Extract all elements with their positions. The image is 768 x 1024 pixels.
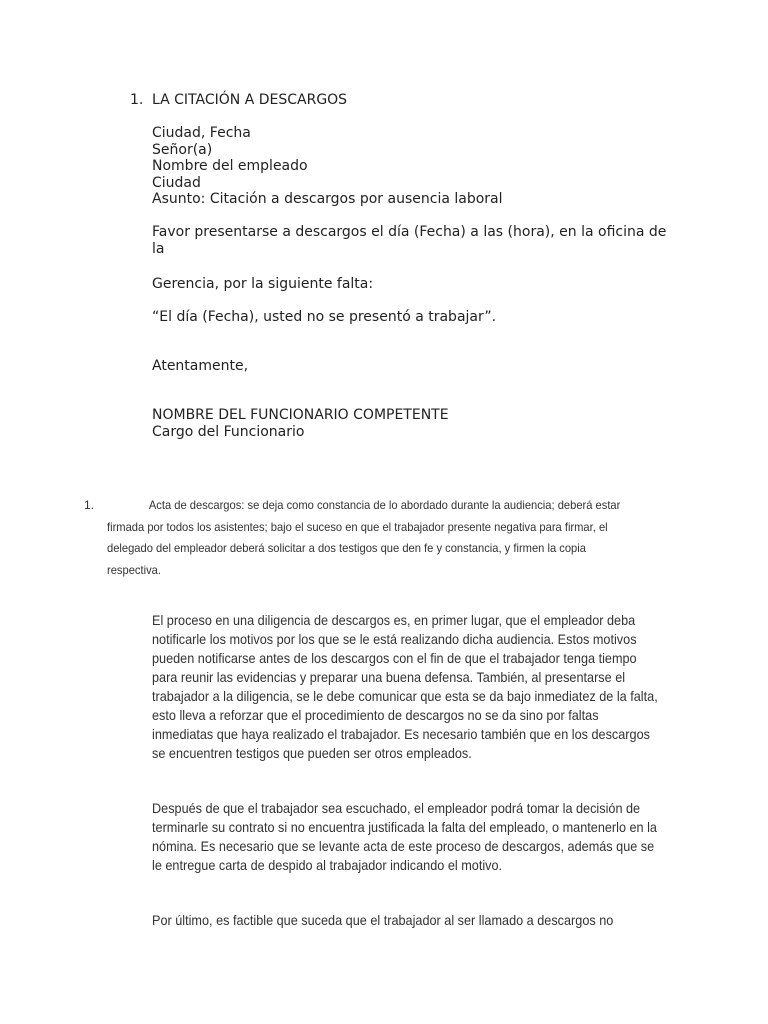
signature-name: NOMBRE DEL FUNCIONARIO COMPETENTE [152,407,449,423]
city-line: Ciudad [152,174,201,191]
body-paragraph-3: Por último, es factible que suceda que el trabajador al ser llamado a descargos no [152,912,614,928]
letter-header [152,125,503,208]
summons-paragraph: Favor presentarse a descargos el día (Fecha) a las (hora), en la oficina de la [152,224,667,257]
body-paragraph-2: Después de que el trabajador sea escuchado, el empleador podrá tomar la decisión de terminarle su contrato si no encuentra justificada la falta del empleado, o mantenerlo en la nómina. Es necesario que se levante acta de este proceso de descargos, además que se le entregue carta de despido al trabajador indicando el motivo. [152,800,657,873]
acta-paragraph: Acta de descargos: se deja como constancia de lo abordado durante la audiencia; deberá estar firmada por todos los asistentes; bajo el suceso en que el trabajador presente negativa para firmar, el delegado del empleador deberá solicitar a dos testigos que den fe y constancia, y firmen la copia respectiva. [107,498,621,577]
signature-block [152,407,449,440]
offense-intro: Gerencia, por la siguiente falta: [152,276,374,292]
employee-name-line: Nombre del empleado [152,158,308,174]
offense-quote: “El día (Fecha), usted no se presentó a trabajar”. [152,309,497,325]
acta-number: 1. [84,498,95,512]
body-paragraph-1: El proceso en una diligencia de descargos es, en primer lugar, que el empleador deba notificarle los motivos por los que se le está realizando dicha audiencia. Estos motivos pueden notificarse antes de los descargos con el fin de que el trabajador tenga tiempo para reunir las evidencias y preparar una buena defensa. También, al presentarse el trabajador a la diligencia, se le debe comunicar que esta se da bajo inmediatez de la falta, esto lleva a reforzar que el procedimiento de descargos no se da sino por faltas inmediatas que haya realizado el trabajador. Es necesario también que en los descargos se encuentren testigos que pueden ser otros empleados. [152,612,658,761]
heading-number: 1. [130,92,144,108]
closing: Atentamente, [152,358,249,374]
subject-line: Asunto: Citación a descargos por ausencia laboral [152,191,503,207]
city-date-line: Ciudad, Fecha [152,125,251,141]
signature-title: Cargo del Funcionario [152,423,305,440]
section-heading: LA CITACIÓN A DESCARGOS [152,92,348,108]
salutation-line: Señor(a) [152,141,213,158]
